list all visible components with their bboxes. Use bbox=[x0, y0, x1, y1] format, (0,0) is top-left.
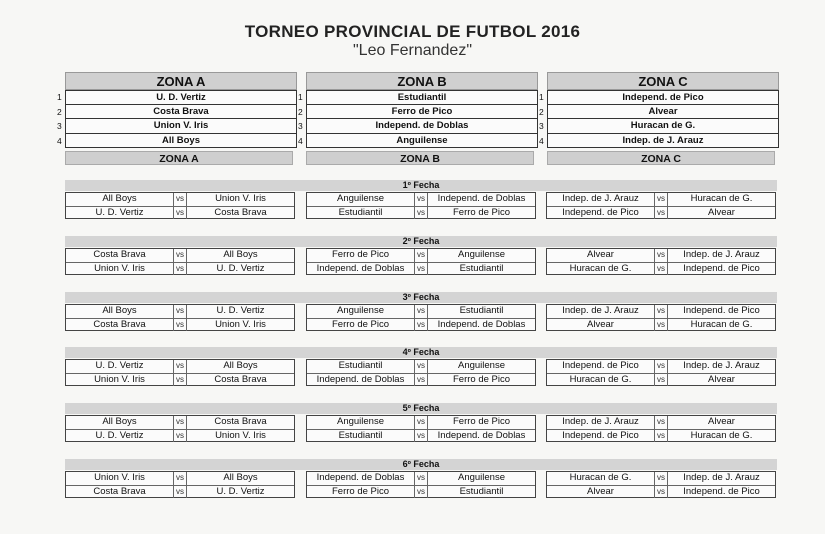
fecha-label: 5º Fecha bbox=[65, 403, 777, 414]
zone-header: ZONA C bbox=[547, 72, 779, 90]
vs-label: vs bbox=[173, 249, 187, 262]
home-team: Independ. de Pico bbox=[562, 360, 639, 371]
team-name: Anguilense bbox=[306, 134, 538, 149]
zone-matches bbox=[306, 304, 536, 331]
match-row bbox=[547, 360, 775, 373]
match-row bbox=[307, 262, 535, 276]
home-team: Anguilense bbox=[336, 193, 384, 204]
zone-matches bbox=[65, 471, 295, 498]
match-row bbox=[307, 429, 535, 443]
match-row bbox=[307, 193, 535, 206]
zone-subheader: ZONA C bbox=[547, 151, 775, 165]
away-team: Costa Brava bbox=[214, 373, 267, 385]
match-row bbox=[547, 262, 775, 276]
team-number: 2 bbox=[57, 106, 62, 117]
home-team: All Boys bbox=[102, 305, 137, 316]
home-team: Union V. Iris bbox=[94, 472, 145, 483]
away-team: Costa Brava bbox=[214, 416, 267, 427]
zone-header: ZONA A bbox=[65, 72, 297, 90]
fecha-block bbox=[65, 236, 777, 277]
team-number: 1 bbox=[298, 92, 303, 102]
home-team: Union V. Iris bbox=[94, 262, 145, 274]
away-team: Indep. de J. Arauz bbox=[683, 249, 760, 260]
match-row bbox=[307, 249, 535, 262]
away-team: All Boys bbox=[223, 249, 258, 260]
away-team: Indep. de J. Arauz bbox=[683, 472, 760, 483]
match-row bbox=[66, 373, 294, 387]
vs-label: vs bbox=[654, 486, 668, 499]
team-name: Costa Brava bbox=[65, 105, 297, 120]
away-team: Independ. de Doblas bbox=[437, 429, 526, 441]
away-team: Ferro de Pico bbox=[452, 206, 511, 218]
away-team: Anguilense bbox=[457, 249, 505, 260]
vs-label: vs bbox=[654, 472, 668, 485]
zone-header: ZONA B bbox=[306, 72, 538, 90]
match-row bbox=[66, 429, 294, 443]
fecha-label: 2º Fecha bbox=[65, 236, 777, 247]
match-row bbox=[66, 318, 294, 332]
away-team: Independ. de Doblas bbox=[437, 318, 526, 330]
vs-label: vs bbox=[414, 416, 428, 429]
away-team: Estudiantil bbox=[459, 305, 504, 316]
vs-label: vs bbox=[173, 374, 187, 387]
vs-label: vs bbox=[173, 486, 187, 499]
away-team: Alvear bbox=[708, 206, 735, 218]
match-row bbox=[307, 472, 535, 485]
vs-label: vs bbox=[414, 207, 428, 220]
vs-label: vs bbox=[654, 374, 668, 387]
vs-label: vs bbox=[173, 263, 187, 276]
zone-matches bbox=[546, 304, 776, 331]
team-name: Huracan de G. bbox=[547, 119, 779, 134]
vs-label: vs bbox=[414, 263, 428, 276]
team-name: Alvear bbox=[547, 105, 779, 120]
team-name: Union V. Iris bbox=[65, 119, 297, 134]
team-number: 1 bbox=[539, 92, 544, 102]
home-team: Alvear bbox=[587, 318, 614, 330]
home-team: Independ. de Doblas bbox=[316, 262, 405, 274]
zone-table bbox=[298, 72, 538, 148]
home-team: Union V. Iris bbox=[94, 373, 145, 385]
vs-label: vs bbox=[414, 319, 428, 332]
away-team: Indep. de J. Arauz bbox=[683, 360, 760, 371]
away-team: All Boys bbox=[223, 472, 258, 483]
vs-label: vs bbox=[414, 374, 428, 387]
home-team: Ferro de Pico bbox=[331, 485, 390, 497]
team-number: 3 bbox=[539, 121, 544, 131]
home-team: Ferro de Pico bbox=[331, 249, 390, 260]
away-team: Ferro de Pico bbox=[452, 416, 511, 427]
match-row bbox=[66, 249, 294, 262]
match-row bbox=[307, 373, 535, 387]
home-team: Indep. de J. Arauz bbox=[562, 193, 639, 204]
match-row bbox=[307, 485, 535, 499]
away-team: Anguilense bbox=[457, 360, 505, 371]
team-row bbox=[539, 105, 779, 120]
vs-label: vs bbox=[654, 249, 668, 262]
page-subtitle: "Leo Fernandez" bbox=[353, 42, 472, 59]
home-team: Indep. de J. Arauz bbox=[562, 305, 639, 316]
zone-matches bbox=[546, 471, 776, 498]
away-team: U. D. Vertiz bbox=[216, 305, 265, 316]
fecha-block bbox=[65, 347, 777, 388]
home-team: Huracan de G. bbox=[569, 262, 632, 274]
team-row bbox=[539, 119, 779, 134]
home-team: Alvear bbox=[587, 249, 614, 260]
match-row bbox=[66, 193, 294, 206]
match-row bbox=[307, 206, 535, 220]
team-number: 4 bbox=[539, 135, 544, 146]
team-number: 2 bbox=[539, 106, 544, 117]
team-name: Estudiantil bbox=[306, 90, 538, 105]
away-team: Union V. Iris bbox=[215, 429, 266, 441]
fecha-block bbox=[65, 292, 777, 333]
zone-subheader: ZONA B bbox=[306, 151, 534, 165]
team-number: 4 bbox=[57, 135, 62, 146]
match-row bbox=[547, 416, 775, 429]
away-team: Independ. de Pico bbox=[683, 262, 760, 274]
vs-label: vs bbox=[654, 430, 668, 443]
zone-matches bbox=[546, 192, 776, 219]
zone-matches bbox=[306, 415, 536, 442]
home-team: Costa Brava bbox=[93, 249, 146, 260]
vs-label: vs bbox=[654, 360, 668, 373]
away-team: Union V. Iris bbox=[215, 318, 266, 330]
zone-matches bbox=[306, 471, 536, 498]
team-row bbox=[57, 90, 297, 105]
vs-label: vs bbox=[414, 472, 428, 485]
vs-label: vs bbox=[414, 360, 428, 373]
match-row bbox=[547, 472, 775, 485]
match-row bbox=[547, 249, 775, 262]
match-row bbox=[547, 305, 775, 318]
match-row bbox=[66, 360, 294, 373]
match-row bbox=[547, 318, 775, 332]
team-row bbox=[298, 90, 538, 105]
match-row bbox=[66, 485, 294, 499]
vs-label: vs bbox=[414, 305, 428, 318]
home-team: Anguilense bbox=[336, 416, 384, 427]
home-team: Independ. de Pico bbox=[562, 206, 639, 218]
zone-matches bbox=[65, 192, 295, 219]
away-team: U. D. Vertiz bbox=[216, 485, 265, 497]
zone-matches bbox=[65, 248, 295, 275]
zone-matches bbox=[546, 415, 776, 442]
team-name: U. D. Vertiz bbox=[65, 90, 297, 105]
match-row bbox=[66, 472, 294, 485]
home-team: Estudiantil bbox=[338, 360, 383, 371]
vs-label: vs bbox=[654, 319, 668, 332]
vs-label: vs bbox=[173, 360, 187, 373]
home-team: U. D. Vertiz bbox=[95, 206, 144, 218]
team-row bbox=[57, 119, 297, 134]
team-name: Independ. de Doblas bbox=[306, 119, 538, 134]
vs-label: vs bbox=[173, 472, 187, 485]
team-row bbox=[539, 134, 779, 149]
home-team: U. D. Vertiz bbox=[95, 360, 144, 371]
match-row bbox=[547, 206, 775, 220]
fecha-block bbox=[65, 180, 777, 221]
match-row bbox=[307, 318, 535, 332]
team-row bbox=[57, 105, 297, 120]
vs-label: vs bbox=[654, 193, 668, 206]
away-team: All Boys bbox=[223, 360, 258, 371]
zone-matches bbox=[65, 304, 295, 331]
away-team: Union V. Iris bbox=[215, 193, 266, 204]
zone-matches bbox=[306, 192, 536, 219]
away-team: Costa Brava bbox=[214, 206, 267, 218]
home-team: Ferro de Pico bbox=[331, 318, 390, 330]
fecha-block bbox=[65, 459, 777, 500]
away-team: Huracan de G. bbox=[690, 429, 753, 441]
vs-label: vs bbox=[414, 249, 428, 262]
vs-label: vs bbox=[414, 430, 428, 443]
team-row bbox=[298, 134, 538, 149]
zone-table bbox=[57, 72, 297, 148]
team-name: Ferro de Pico bbox=[306, 105, 538, 120]
away-team: Estudiantil bbox=[459, 485, 504, 497]
fecha-label: 4º Fecha bbox=[65, 347, 777, 358]
team-name: Independ. de Pico bbox=[547, 90, 779, 105]
vs-label: vs bbox=[173, 207, 187, 220]
home-team: All Boys bbox=[102, 416, 137, 427]
away-team: Estudiantil bbox=[459, 262, 504, 274]
page-title: TORNEO PROVINCIAL DE FUTBOL 2016 bbox=[244, 22, 581, 41]
vs-label: vs bbox=[654, 416, 668, 429]
vs-label: vs bbox=[414, 193, 428, 206]
zone-matches bbox=[65, 359, 295, 386]
away-team: Alvear bbox=[708, 373, 735, 385]
fecha-block bbox=[65, 403, 777, 444]
vs-label: vs bbox=[173, 305, 187, 318]
team-row bbox=[298, 119, 538, 134]
match-row bbox=[66, 262, 294, 276]
team-row bbox=[539, 90, 779, 105]
away-team: Anguilense bbox=[457, 472, 505, 483]
match-row bbox=[66, 416, 294, 429]
home-team: All Boys bbox=[102, 193, 137, 204]
vs-label: vs bbox=[173, 193, 187, 206]
team-number: 3 bbox=[57, 121, 62, 131]
zone-matches bbox=[65, 415, 295, 442]
fecha-label: 3º Fecha bbox=[65, 292, 777, 303]
home-team: Anguilense bbox=[336, 305, 384, 316]
away-team: Independ. de Pico bbox=[683, 485, 760, 497]
home-team: Independ. de Doblas bbox=[316, 472, 405, 483]
vs-label: vs bbox=[654, 305, 668, 318]
team-name: Indep. de J. Arauz bbox=[547, 134, 779, 149]
match-row bbox=[547, 429, 775, 443]
team-name: All Boys bbox=[65, 134, 297, 149]
team-number: 4 bbox=[298, 135, 303, 146]
match-row bbox=[547, 373, 775, 387]
vs-label: vs bbox=[654, 263, 668, 276]
fecha-label: 1º Fecha bbox=[65, 180, 777, 191]
away-team: Alvear bbox=[708, 416, 735, 427]
team-number: 1 bbox=[57, 92, 62, 102]
fecha-label: 6º Fecha bbox=[65, 459, 777, 470]
zone-matches bbox=[306, 359, 536, 386]
team-row bbox=[298, 105, 538, 120]
home-team: Independ. de Pico bbox=[562, 429, 639, 441]
vs-label: vs bbox=[173, 416, 187, 429]
match-row bbox=[66, 305, 294, 318]
zone-subheader: ZONA A bbox=[65, 151, 293, 165]
match-row bbox=[66, 206, 294, 220]
away-team: Ferro de Pico bbox=[452, 373, 511, 385]
away-team: U. D. Vertiz bbox=[216, 262, 265, 274]
home-team: Huracan de G. bbox=[569, 472, 632, 483]
home-team: Estudiantil bbox=[338, 206, 383, 218]
zone-matches bbox=[546, 248, 776, 275]
vs-label: vs bbox=[173, 319, 187, 332]
zone-table bbox=[539, 72, 779, 148]
match-row bbox=[547, 485, 775, 499]
away-team: Independ. de Doblas bbox=[437, 193, 526, 204]
team-row bbox=[57, 134, 297, 149]
match-row bbox=[547, 193, 775, 206]
vs-label: vs bbox=[654, 207, 668, 220]
vs-label: vs bbox=[173, 430, 187, 443]
match-row bbox=[307, 416, 535, 429]
home-team: Costa Brava bbox=[93, 485, 146, 497]
match-row bbox=[307, 360, 535, 373]
home-team: Indep. de J. Arauz bbox=[562, 416, 639, 427]
home-team: Costa Brava bbox=[93, 318, 146, 330]
away-team: Huracan de G. bbox=[690, 193, 753, 204]
away-team: Huracan de G. bbox=[690, 318, 753, 330]
away-team: Independ. de Pico bbox=[683, 305, 760, 316]
zone-matches bbox=[306, 248, 536, 275]
team-number: 3 bbox=[298, 121, 303, 131]
match-row bbox=[307, 305, 535, 318]
zone-matches bbox=[546, 359, 776, 386]
home-team: Huracan de G. bbox=[569, 373, 632, 385]
home-team: Independ. de Doblas bbox=[316, 373, 405, 385]
team-number: 2 bbox=[298, 106, 303, 117]
home-team: Estudiantil bbox=[338, 429, 383, 441]
home-team: Alvear bbox=[587, 485, 614, 497]
vs-label: vs bbox=[414, 486, 428, 499]
home-team: U. D. Vertiz bbox=[95, 429, 144, 441]
